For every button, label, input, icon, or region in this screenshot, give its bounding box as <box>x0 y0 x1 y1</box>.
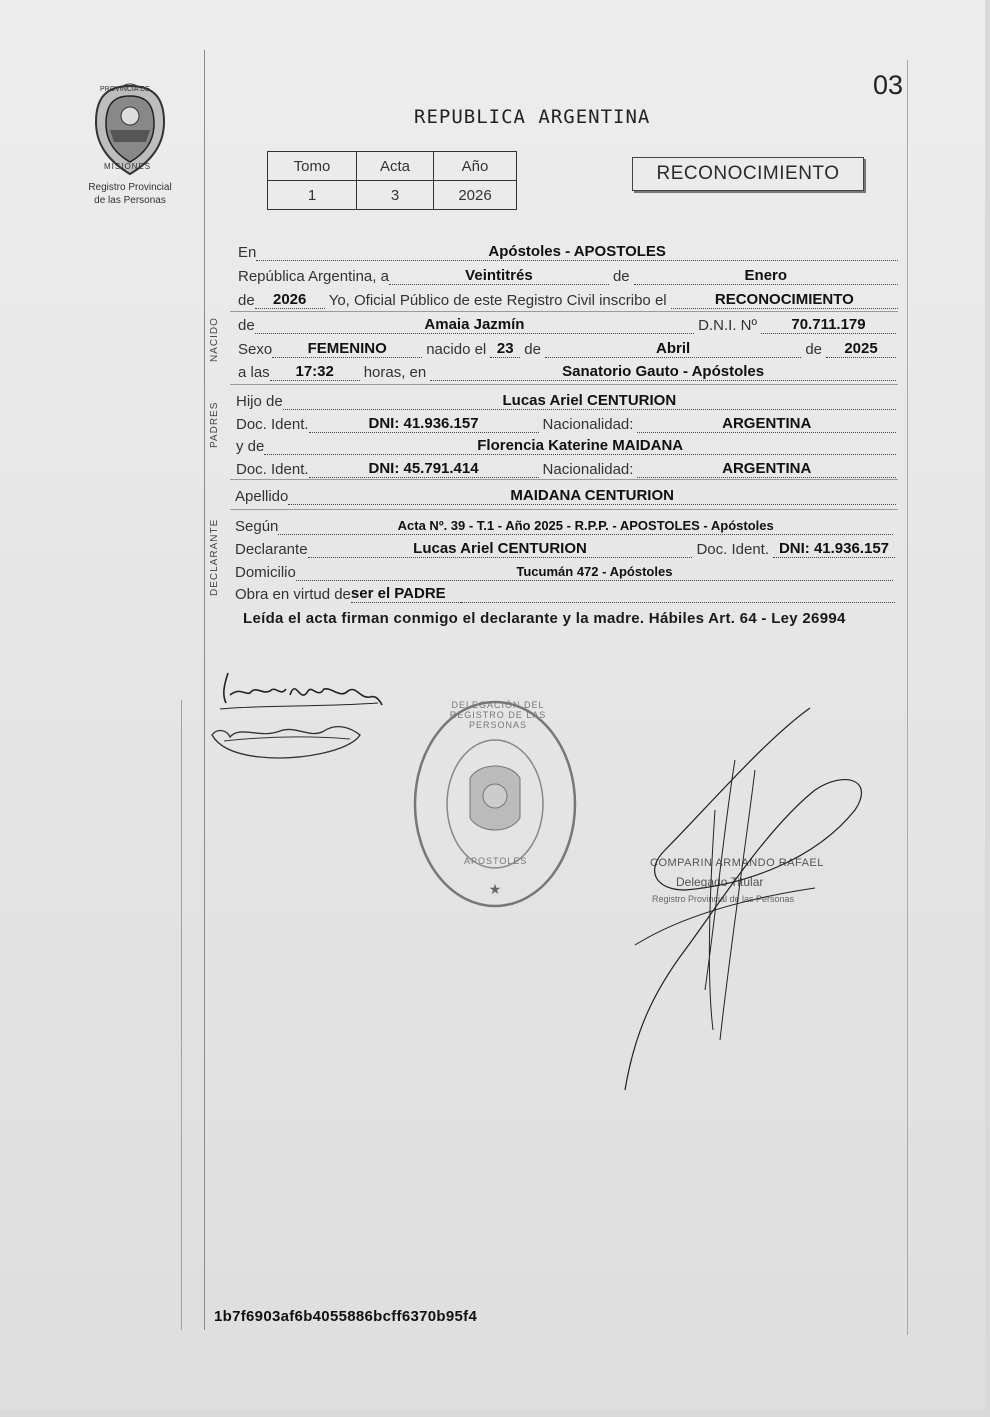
side-label-nacido: NACIDO <box>209 317 220 362</box>
label-y-de: y de <box>236 438 265 455</box>
value-domicilio: Tucumán 472 - Apóstoles <box>296 564 893 581</box>
label-de: de <box>612 268 630 285</box>
value-father-nationality: ARGENTINA <box>637 416 896 433</box>
label-sexo: Sexo <box>238 341 273 358</box>
separator <box>230 311 898 312</box>
label-country: República Argentina, a <box>238 268 389 285</box>
value-surname: MAIDANA CENTURION <box>288 488 896 505</box>
seal-text-top: DELEGACIÓN DEL REGISTRO DE LAS PERSONAS <box>449 700 547 730</box>
label-apellido: Apellido <box>235 488 289 505</box>
value-anio: 2026 <box>434 181 517 210</box>
label-de: de <box>238 317 255 334</box>
official-org: Registro Provincial de las Personas <box>652 894 795 904</box>
value-father-doc: DNI: 41.936.157 <box>309 416 539 433</box>
header-acta: Acta <box>357 152 434 181</box>
label-nacido-el: nacido el <box>426 341 487 358</box>
label-doc-ident: Doc. Ident. <box>236 416 309 433</box>
value-child-dni: 70.711.179 <box>761 317 896 334</box>
value-act-type: RECONOCIMIENTO <box>671 292 898 309</box>
row-date <box>238 265 898 285</box>
label-declarante: Declarante <box>235 541 308 558</box>
value-declarante-doc: DNI: 41.936.157 <box>773 541 895 558</box>
document-hash: 1b7f6903af6b4055886bcff6370b95f4 <box>214 1308 478 1325</box>
value-birth-day: 23 <box>490 341 520 358</box>
row-mother <box>236 435 896 455</box>
obra-dotted-filler <box>461 602 895 603</box>
row-domicilio <box>235 561 893 581</box>
inner-margin-line <box>181 700 182 1330</box>
label-de2: de <box>238 292 255 309</box>
label-obra: Obra en virtud de <box>235 586 351 603</box>
row-year <box>238 289 898 309</box>
value-birth-time: 17:32 <box>270 364 360 381</box>
label-inscribo: Yo, Oficial Público de este Registro Civil inscribo el <box>328 292 667 309</box>
row-declarante <box>235 538 895 558</box>
value-father-name: Lucas Ariel CENTURION <box>283 393 896 410</box>
row-segun <box>235 515 893 535</box>
value-sexo: FEMENINO <box>272 341 422 358</box>
label-domicilio: Domicilio <box>235 564 296 581</box>
row-nacido-name <box>238 314 896 334</box>
emblem-text-top: PROVINCIA DE <box>100 86 150 93</box>
value-day-text: Veintitrés <box>389 268 609 285</box>
value-birth-month: Abril <box>545 341 801 358</box>
label-segun: Según <box>235 518 279 535</box>
registry-line2: de las Personas <box>94 195 166 206</box>
header-tomo: Tomo <box>268 152 357 181</box>
value-mother-doc: DNI: 45.791.414 <box>309 461 539 478</box>
label-hijo-de: Hijo de <box>236 393 283 410</box>
row-father-doc <box>236 413 896 433</box>
row-en <box>238 241 898 261</box>
emblem-text-bottom: MISIONES <box>104 162 152 171</box>
value-segun: Acta Nº. 39 - T.1 - Año 2025 - R.P.P. - APOSTOLES - Apóstoles <box>278 518 893 535</box>
document-title: REPUBLICA ARGENTINA <box>414 106 651 128</box>
label-de-year: de <box>805 341 822 358</box>
value-mother-nationality: ARGENTINA <box>637 461 896 478</box>
header-anio: Año <box>434 152 517 181</box>
separator <box>230 509 898 510</box>
value-declarante-name: Lucas Ariel CENTURION <box>308 541 693 558</box>
label-nacionalidad: Nacionalidad: <box>542 461 634 478</box>
value-month: Enero <box>634 268 898 285</box>
label-alas: a las <box>238 364 270 381</box>
official-role: Delegado Titular <box>676 875 764 889</box>
svg-text:★: ★ <box>488 882 502 898</box>
label-doc-ident: Doc. Ident. <box>236 461 309 478</box>
row-father <box>236 390 896 410</box>
value-acta: 3 <box>357 181 434 210</box>
record-table <box>267 151 517 210</box>
record-type-box: RECONOCIMIENTO <box>632 157 864 191</box>
value-tomo: 1 <box>268 181 357 210</box>
row-nacido-time <box>238 361 896 381</box>
official-name: COMPARIN ARMANDO RAFAEL <box>650 857 824 869</box>
closing-statement: Leída el acta firman conmigo el declarante y la madre. Hábiles Art. 64 - Ley 26994 <box>243 610 846 627</box>
row-surname <box>235 485 896 505</box>
page-number: 03 <box>873 70 904 100</box>
value-child-name: Amaia Jazmín <box>255 317 694 334</box>
seal-text-bottom: APOSTOLES <box>464 856 528 866</box>
right-margin-line <box>907 60 908 1335</box>
separator <box>230 479 898 480</box>
value-obra: ser el PADRE <box>351 586 461 603</box>
side-label-padres: PADRES <box>209 401 220 448</box>
separator <box>230 384 898 385</box>
label-de-month: de <box>524 341 541 358</box>
official-signature <box>615 700 870 1100</box>
label-doc-ident: Doc. Ident. <box>696 541 769 558</box>
value-place: Apóstoles - APOSTOLES <box>256 244 898 261</box>
label-nacionalidad: Nacionalidad: <box>542 416 634 433</box>
registry-line1: Registro Provincial <box>88 182 172 193</box>
label-en: En <box>238 244 257 261</box>
value-birth-place: Sanatorio Gauto - Apóstoles <box>430 364 896 381</box>
side-label-declarante: DECLARANTE <box>209 518 220 596</box>
label-horas: horas, en <box>363 364 427 381</box>
row-nacido-sex <box>238 338 896 358</box>
value-mother-name: Florencia Katerine MAIDANA <box>264 438 896 455</box>
value-birth-year: 2025 <box>826 341 896 358</box>
row-mother-doc <box>236 458 896 478</box>
value-year: 2026 <box>255 292 325 309</box>
declarant-signature <box>200 665 400 765</box>
row-obra <box>235 583 895 603</box>
label-dni: D.N.I. Nº <box>698 317 757 334</box>
